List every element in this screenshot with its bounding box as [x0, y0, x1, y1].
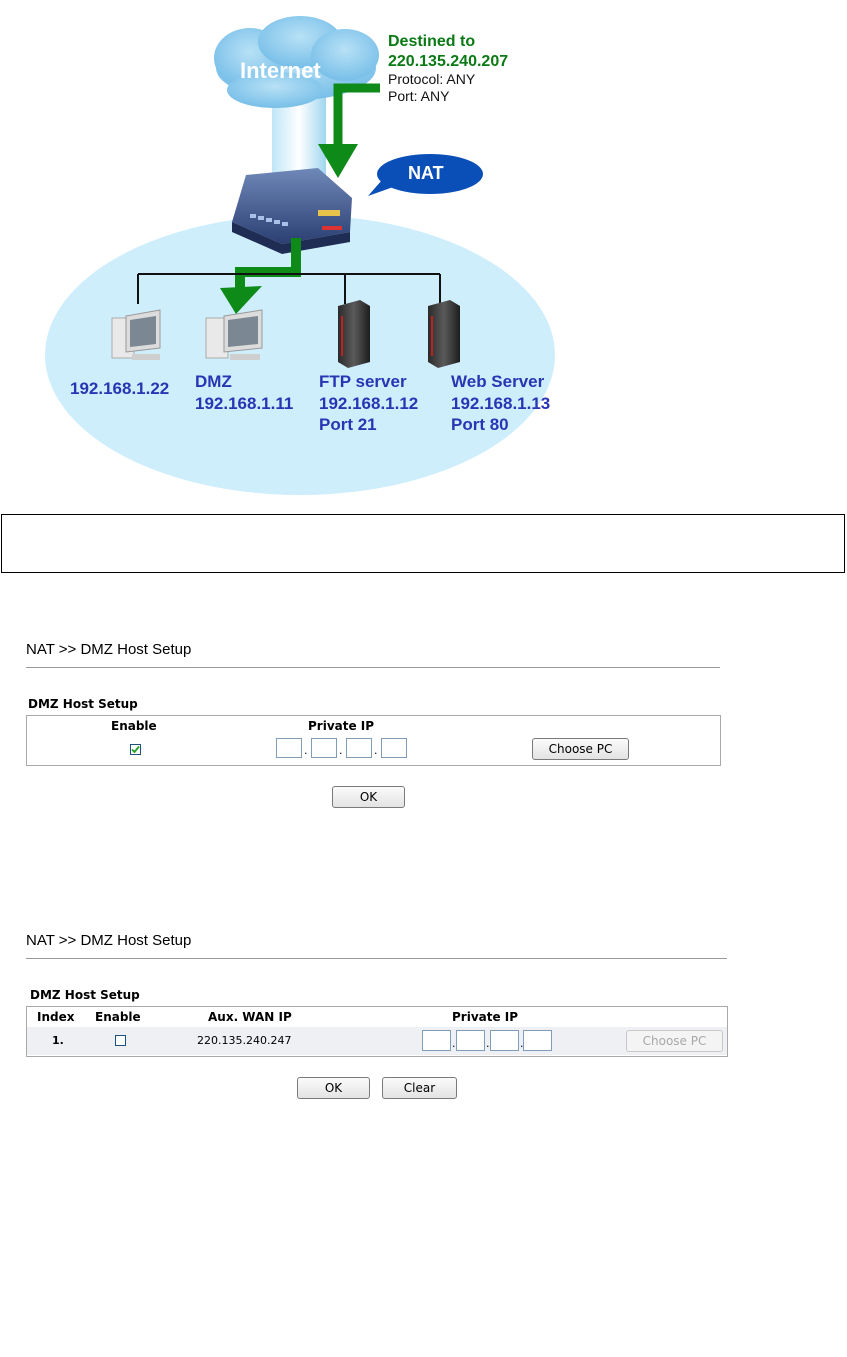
- private-ip-octet-3[interactable]: [346, 738, 372, 758]
- ftp-server-icon: [338, 300, 370, 368]
- web-server-name: Web Server: [451, 372, 545, 391]
- clear-button[interactable]: Clear: [382, 1077, 457, 1099]
- web-server-port: Port 80: [451, 415, 509, 434]
- col-private-ip: Private IP: [308, 719, 375, 733]
- port-label: Port: ANY: [388, 88, 450, 104]
- col-index: Index: [37, 1010, 75, 1024]
- ftp-server-port: Port 21: [319, 415, 377, 434]
- ip-dot: .: [339, 744, 343, 757]
- host-1-ip: 192.168.1.22: [70, 379, 170, 398]
- enable-checkbox[interactable]: [115, 1035, 126, 1046]
- dmz-network-diagram: [0, 0, 590, 500]
- incoming-traffic-arrow: [338, 88, 380, 146]
- dmz-host-name: DMZ: [195, 372, 232, 391]
- ok-button[interactable]: OK: [297, 1077, 370, 1099]
- private-ip-octet-1[interactable]: [422, 1030, 451, 1051]
- nat-label: NAT: [408, 163, 444, 183]
- ip-dot: .: [304, 744, 308, 757]
- cloud-label: Internet: [240, 58, 321, 83]
- private-ip-octet-2[interactable]: [311, 738, 337, 758]
- choose-pc-button[interactable]: Choose PC: [532, 738, 629, 760]
- note-box: [1, 514, 845, 573]
- aux-wan-ip-value: 220.135.240.247: [197, 1034, 292, 1047]
- title-divider: [26, 958, 727, 959]
- section-title: DMZ Host Setup: [30, 988, 140, 1002]
- private-ip-octet-3[interactable]: [490, 1030, 519, 1051]
- ip-dot: .: [520, 1037, 524, 1050]
- protocol-label: Protocol: ANY: [388, 71, 476, 87]
- web-server-ip: 192.168.1.13: [451, 394, 551, 413]
- ip-dot: .: [374, 744, 378, 757]
- web-server-icon: [428, 300, 460, 368]
- title-divider: [26, 667, 720, 668]
- row-index: 1.: [52, 1034, 64, 1047]
- ip-dot: .: [486, 1037, 490, 1050]
- private-ip-octet-1[interactable]: [276, 738, 302, 758]
- section-title: DMZ Host Setup: [28, 697, 138, 711]
- col-enable: Enable: [95, 1010, 141, 1024]
- ftp-server-name: FTP server: [319, 372, 407, 391]
- ip-dot: .: [452, 1037, 456, 1050]
- checkmark-icon: [131, 745, 140, 754]
- private-ip-octet-2[interactable]: [456, 1030, 485, 1051]
- private-ip-octet-4[interactable]: [381, 738, 407, 758]
- table-row-background: [27, 1027, 727, 1055]
- destination-label: Destined to: [388, 33, 476, 50]
- private-ip-octet-4[interactable]: [523, 1030, 552, 1051]
- page-title: NAT >> DMZ Host Setup: [26, 641, 192, 658]
- ftp-server-ip: 192.168.1.12: [319, 394, 419, 413]
- col-private-ip: Private IP: [452, 1010, 519, 1024]
- destination-ip: 220.135.240.207: [388, 53, 509, 70]
- col-enable: Enable: [111, 719, 157, 733]
- enable-checkbox[interactable]: [130, 744, 141, 755]
- col-aux-wan-ip: Aux. WAN IP: [208, 1010, 292, 1024]
- dmz-host-ip: 192.168.1.11: [195, 394, 294, 413]
- page-title: NAT >> DMZ Host Setup: [26, 932, 192, 949]
- choose-pc-button[interactable]: Choose PC: [626, 1030, 723, 1052]
- ok-button[interactable]: OK: [332, 786, 405, 808]
